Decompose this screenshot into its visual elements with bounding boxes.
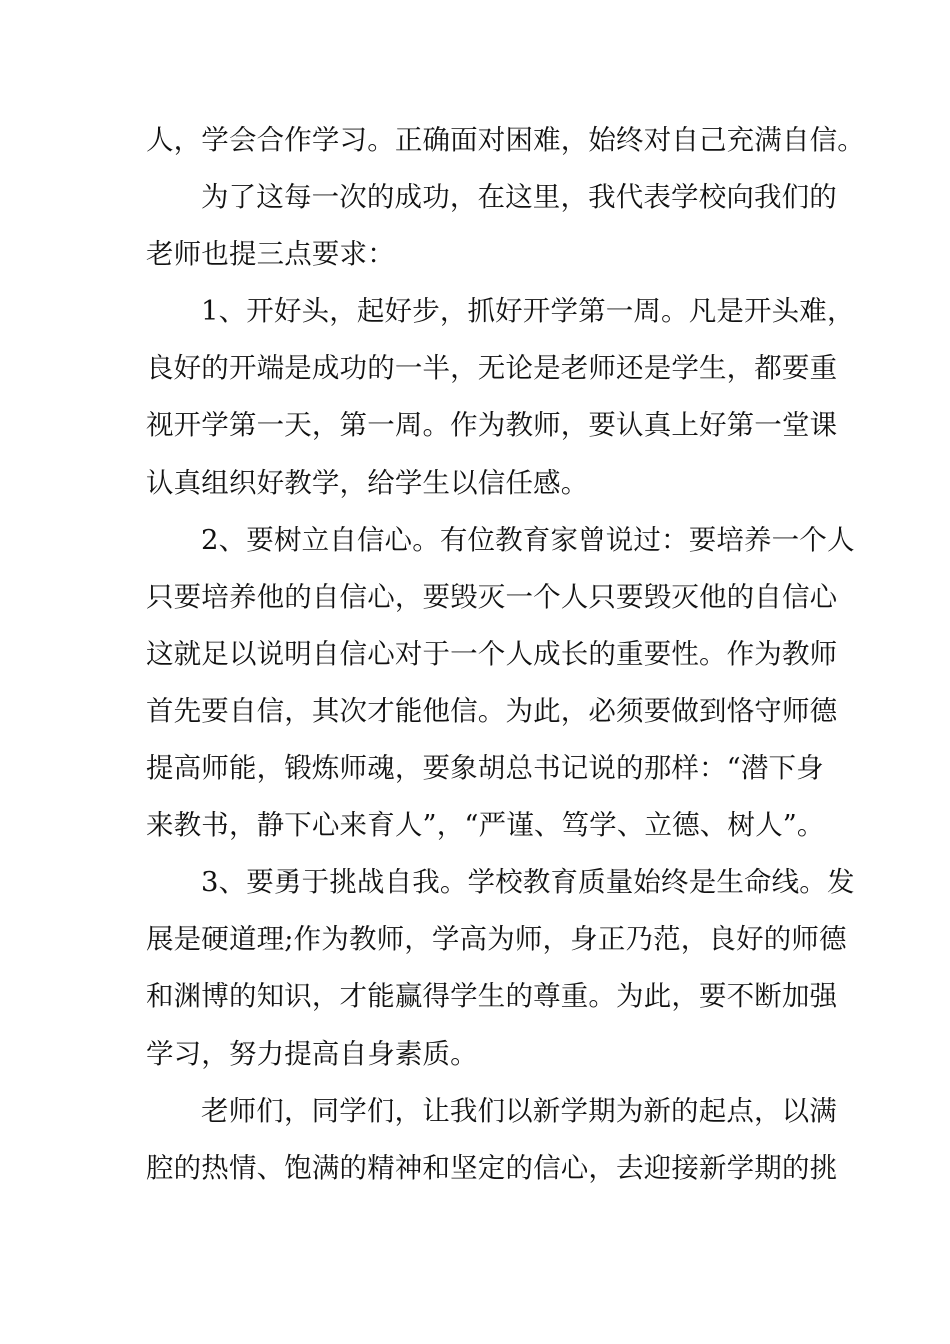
text-line: 提高师能，锻炼师魂，要象胡总书记说的那样：“潜下身 — [146, 752, 824, 785]
text-line: 3、要勇于挑战自我。学校教育质量始终是生命线。发 — [201, 866, 855, 899]
text-line: 首先要自信，其次才能他信。为此，必须要做到恪守师德 — [146, 694, 838, 727]
text-line: 为了这每一次的成功，在这里，我代表学校向我们的 — [201, 181, 837, 214]
text-line: 只要培养他的自信心，要毁灭一个人只要毁灭他的自信心 — [146, 580, 838, 613]
text-line: 老师也提三点要求： — [146, 238, 395, 271]
text-line: 老师们，同学们，让我们以新学期为新的起点，以满 — [201, 1094, 837, 1127]
text-line: 视开学第一天，第一周。作为教师，要认真上好第一堂课 — [146, 409, 838, 442]
text-line: 和渊博的知识，才能赢得学生的尊重。为此，要不断加强 — [146, 980, 838, 1013]
text-line: 认真组织好教学，给学生以信任感。 — [146, 466, 589, 499]
text-line: 来教书，静下心来育人”，“严谨、笃学、立德、树人”。 — [146, 809, 825, 842]
text-line: 这就足以说明自信心对于一个人成长的重要性。作为教师 — [146, 637, 838, 670]
text-line: 腔的热情、饱满的精神和坚定的信心，去迎接新学期的挑 — [146, 1151, 838, 1184]
text-line: 2、要树立自信心。有位教育家曾说过：要培养一个人 — [201, 523, 855, 556]
text-line: 良好的开端是成功的一半，无论是老师还是学生，都要重 — [146, 352, 838, 385]
text-line: 人，学会合作学习。正确面对困难，始终对自己充满自信。 — [146, 124, 865, 156]
text-line: 1、开好头，起好步，抓好开学第一周。凡是开头难， — [201, 295, 855, 328]
text-line: 展是硬道理;作为教师，学高为师，身正乃范，良好的师德 — [146, 923, 847, 956]
body-text — [146, 112, 865, 1197]
text-line: 学习，努力提高自身素质。 — [146, 1037, 478, 1070]
